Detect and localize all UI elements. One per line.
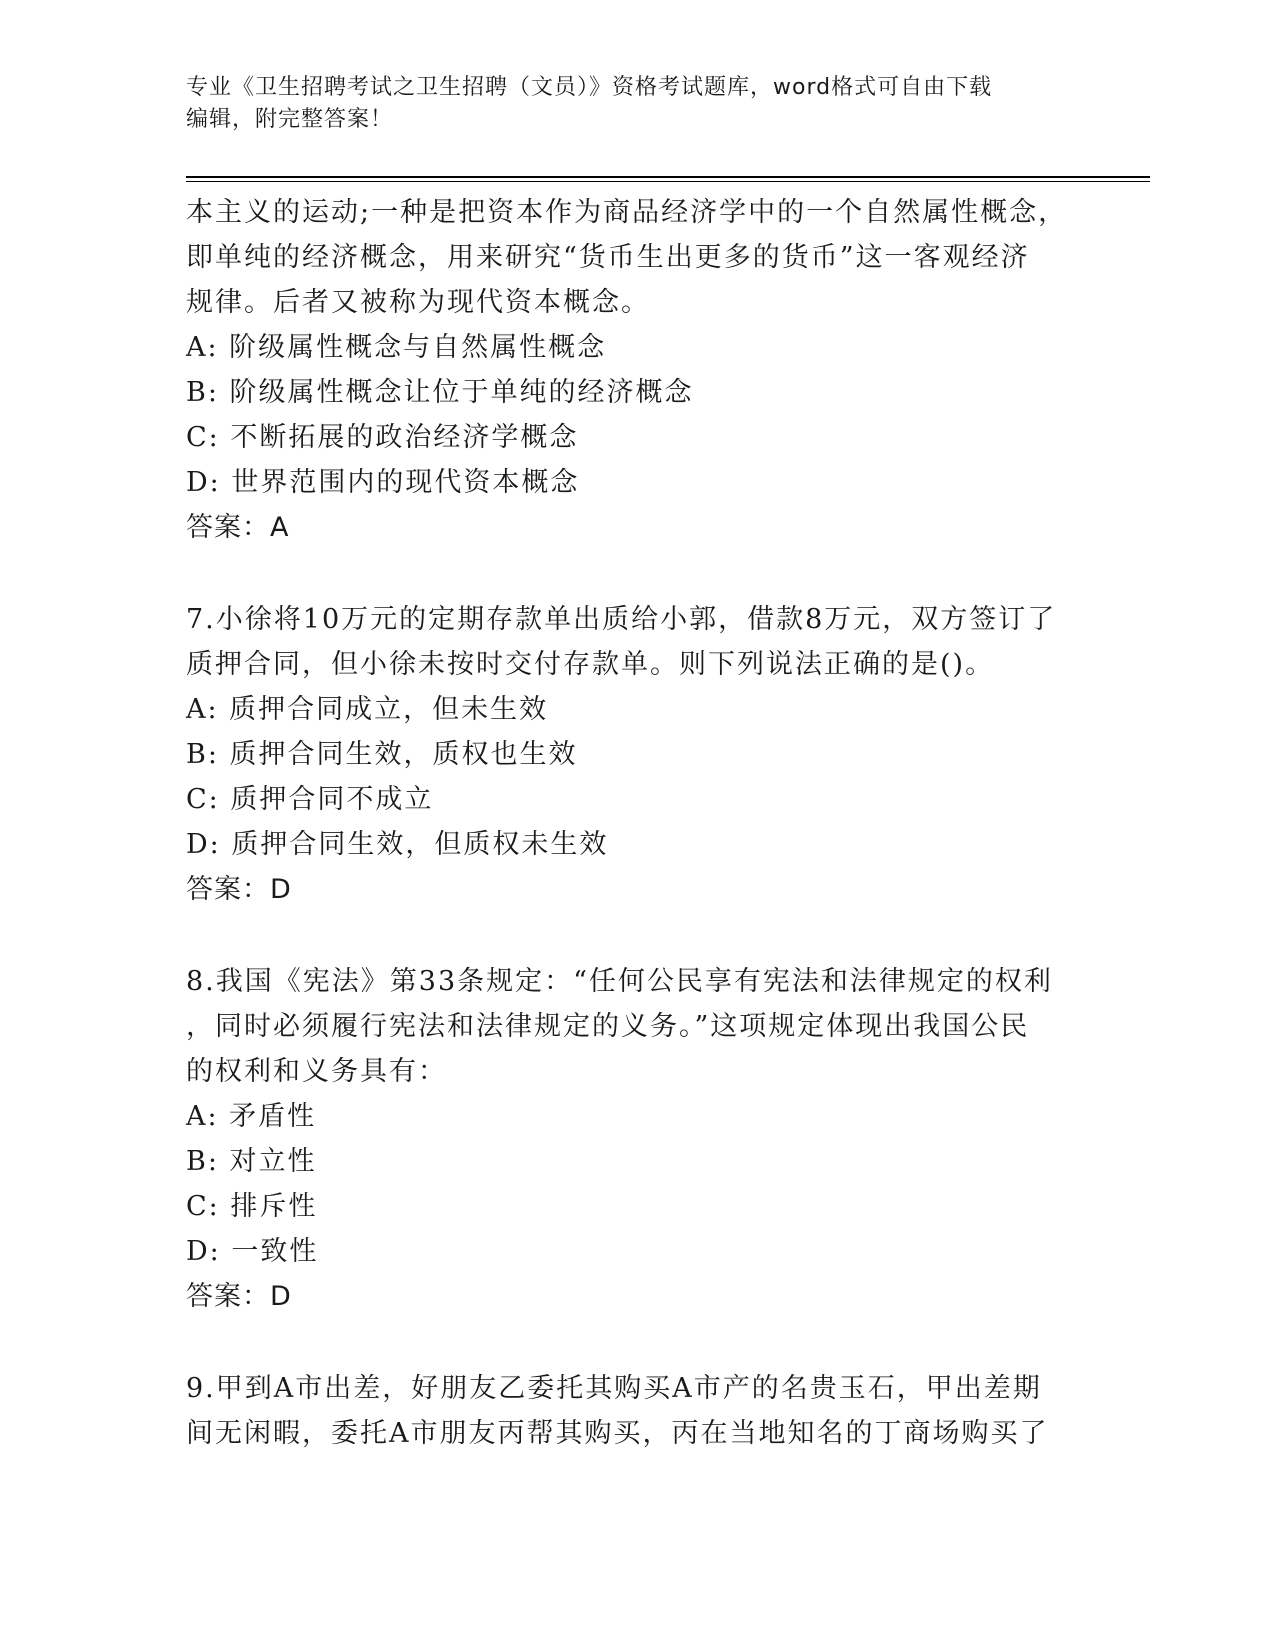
question-text-line: 间无闲暇，委托A市朋友丙帮其购买，丙在当地知名的丁商场购买了 <box>186 1418 1049 1449</box>
question-block-7 <box>186 597 1086 912</box>
question-text-line: 规律。后者又被称为现代资本概念。 <box>186 287 650 318</box>
question-content <box>186 190 1086 1456</box>
spacer <box>186 1319 1086 1366</box>
header-line-2: 编辑，附完整答案！ <box>186 107 394 132</box>
option-b: B: 对立性 <box>186 1146 317 1177</box>
option-c: C: 排斥性 <box>186 1191 318 1222</box>
question-block-6 <box>186 190 1086 550</box>
option-b: B: 质押合同生效，质权也生效 <box>186 739 578 770</box>
option-a: A: 质押合同成立，但未生效 <box>186 694 549 725</box>
option-c: C: 质押合同不成立 <box>186 784 434 815</box>
option-d: D: 一致性 <box>186 1236 319 1267</box>
answer-label: 答案：D <box>186 874 292 905</box>
question-text-line: 的权利和义务具有： <box>186 1056 447 1087</box>
option-d: D: 世界范围内的现代资本概念 <box>186 467 580 498</box>
spacer <box>186 912 1086 959</box>
page-header <box>186 72 1086 136</box>
header-divider <box>186 176 1150 182</box>
question-text-line: 质押合同，但小徐未按时交付存款单。则下列说法正确的是()。 <box>186 649 995 680</box>
question-text-line: ，同时必须履行宪法和法律规定的义务。”这项规定体现出我国公民 <box>186 1011 1030 1042</box>
question-block-9 <box>186 1366 1086 1456</box>
answer-label: 答案：A <box>186 512 290 543</box>
question-block-8 <box>186 959 1086 1319</box>
question-text-line: 即单纯的经济概念，用来研究“货币生出更多的货币”这一客观经济 <box>186 242 1030 273</box>
question-text-line: 本主义的运动;一种是把资本作为商品经济学中的一个自然属性概念， <box>186 197 1068 228</box>
answer-label: 答案：D <box>186 1281 292 1312</box>
option-c: C: 不断拓展的政治经济学概念 <box>186 422 579 453</box>
question-text-line: 9.甲到A市出差，好朋友乙委托其购买A市产的名贵玉石，甲出差期 <box>186 1373 1042 1404</box>
option-b: B: 阶级属性概念让位于单纯的经济概念 <box>186 377 694 408</box>
question-text-line: 7.小徐将10万元的定期存款单出质给小郭，借款8万元，双方签订了 <box>186 604 1057 635</box>
option-d: D: 质押合同生效，但质权未生效 <box>186 829 609 860</box>
option-a: A: 矛盾性 <box>186 1101 317 1132</box>
spacer <box>186 550 1086 597</box>
header-line-1: 专业《卫生招聘考试之卫生招聘（文员）》资格考试题库，word格式可自由下载 <box>186 75 993 100</box>
question-text-line: 8.我国《宪法》第33条规定：“任何公民享有宪法和法律规定的权利 <box>186 966 1053 997</box>
option-a: A: 阶级属性概念与自然属性概念 <box>186 332 607 363</box>
